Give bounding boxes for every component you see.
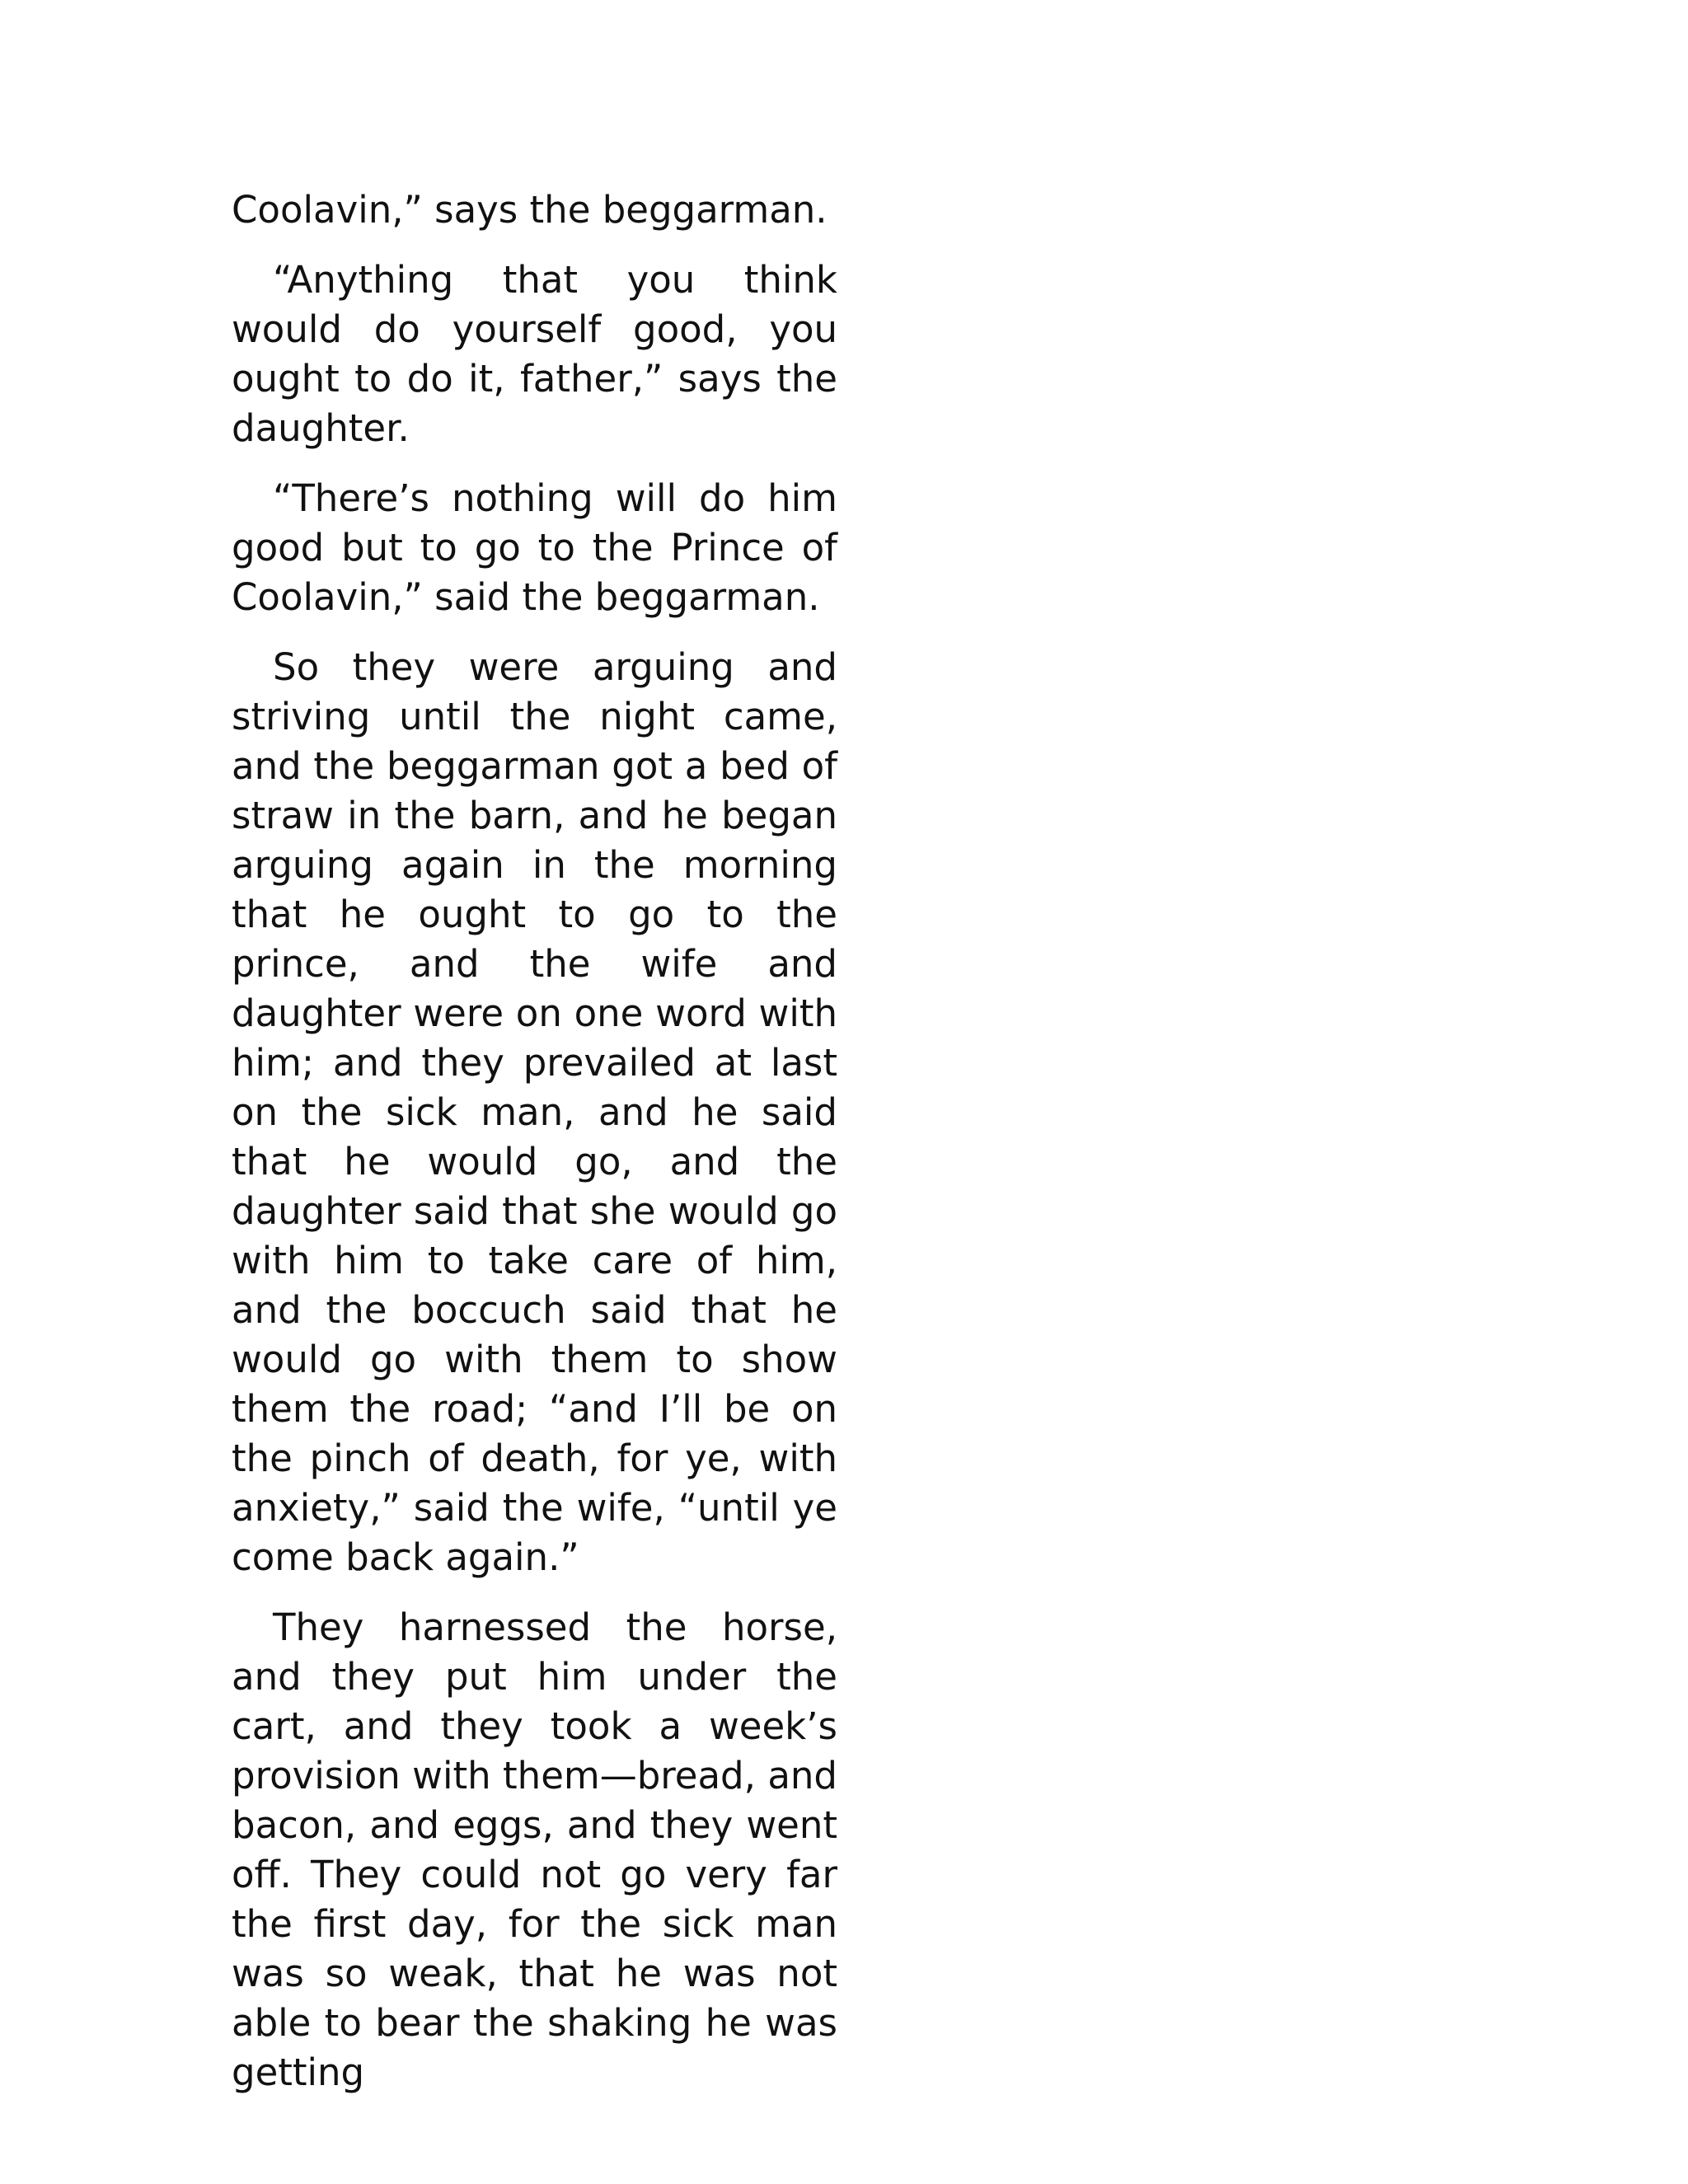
paragraph: Coolavin,” says the beggarman. bbox=[232, 188, 828, 232]
paragraph: “There’s nothing will do him good but to go to the Prince of Coolavin,” said the beggarman. bbox=[232, 476, 837, 619]
paragraph: They harnessed the horse, and they put him under the cart, and they took a week’s provision with them—bread, and bacon, and eggs, and they went off. They could not go very far the first day, for the sick man was so weak, that he was not able to bear the shaking he was getting bbox=[232, 1605, 837, 2094]
paragraph: “Anything that you think would do yourself good, you ought to do it, father,” says the daughter. bbox=[232, 258, 837, 450]
text-column bbox=[232, 173, 837, 2094]
paragraph: So they were arguing and striving until the night came, and the beggarman got a bed of straw in the barn, and he began arguing again in the morning that he ought to go to the prince, and the wife and daughter were on one word with him; and they prevailed at last on the sick man, and he said that he would go, and the daughter said that she would go with him to take care of him, and the boccuch said that he would go with them to show them the road; “and I’ll be on the pinch of death, for ye, with anxiety,” said the wife, “until ye come back again.” bbox=[232, 645, 837, 1579]
